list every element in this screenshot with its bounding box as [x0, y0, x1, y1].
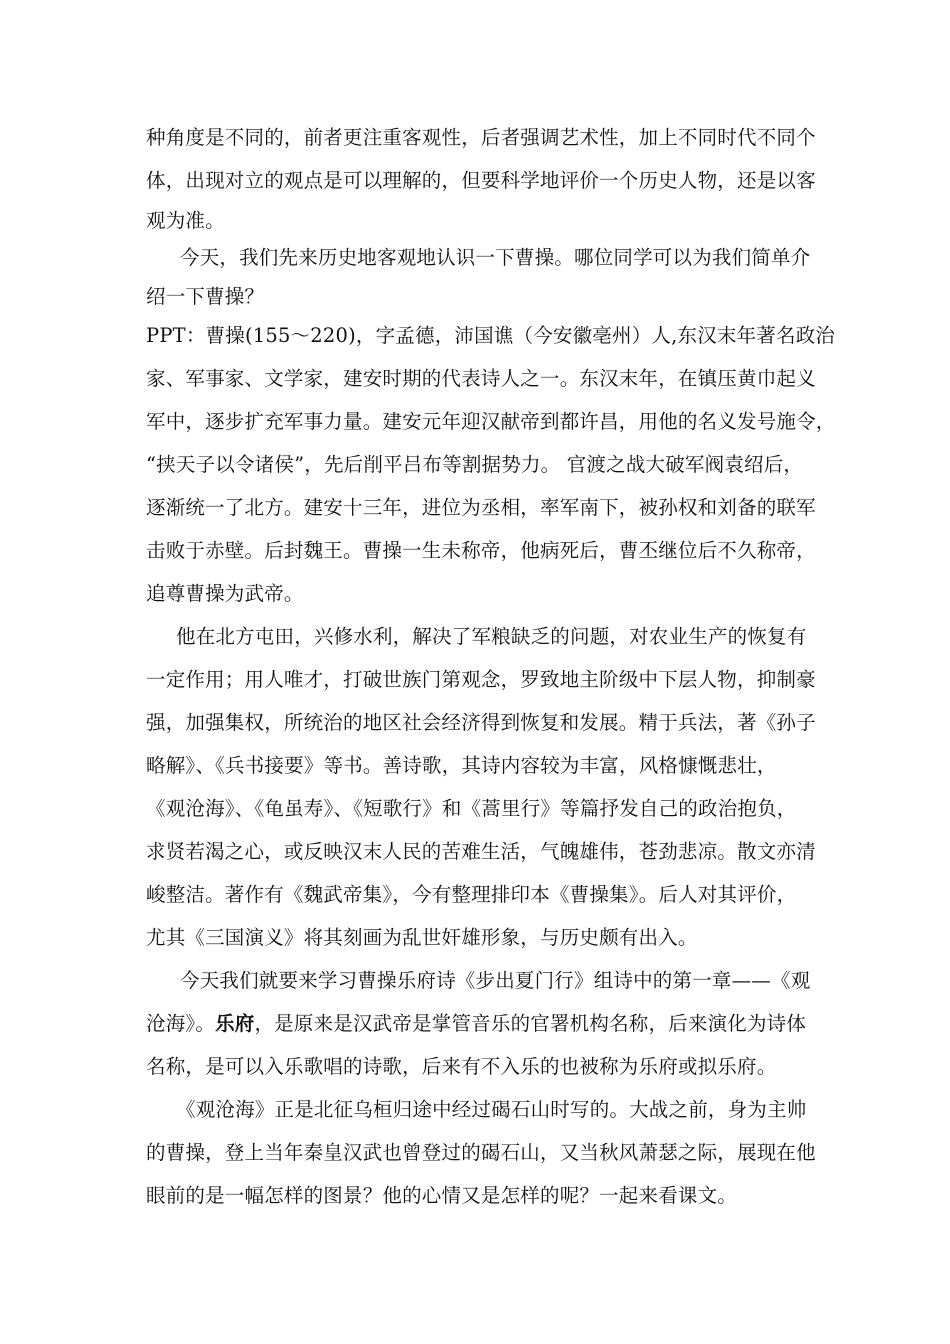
text-line: 击败于赤壁。后封魏王。曹操一生未称帝，他病死后，曹丕继位后不久称帝， [146, 539, 816, 562]
text-line: PPT：曹操(155～220)，字孟德，沛国谯（今安徽亳州）人,东汉末年著名政治 [146, 324, 836, 347]
text-line: 体，出现对立的观点是可以理解的，但要科学地评价一个历史人物，还是以客 [146, 169, 816, 192]
text-line: 峻整洁。著作有《魏武帝集》，今有整理排印本《曹操集》。后人对其评价， [146, 883, 797, 906]
text-fragment: ，是原来是汉武帝是掌管音乐的官署机构名称，后来演化为诗体 [254, 1012, 807, 1035]
text-line: 求贤若渴之心，或反映汉末人民的苦难生活，气魄雄伟，苍劲悲凉。散文亦清 [146, 840, 816, 863]
text-line: 强，加强集权，所统治的地区社会经济得到恢复和发展。精于兵法，著《孙子 [146, 711, 816, 734]
text-line: “挟天子以令诸侯”，先后削平吕布等割据势力。 官渡之战大破军阀袁绍后， [146, 453, 804, 476]
text-line: 绍一下曹操？ [146, 285, 265, 308]
text-line: 眼前的是一幅怎样的图景？他的心情又是怎样的呢？一起来看课文。 [146, 1184, 738, 1207]
text-line: 今天，我们先来历史地客观地认识一下曹操。哪位同学可以为我们简单介 [180, 246, 811, 269]
text-line: 尤其《三国演义》将其刻画为乱世奸雄形象，与历史颇有出入。 [146, 926, 698, 949]
text-line: 今天我们就要来学习曹操乐府诗《步出夏门行》组诗中的第一章——《观 [180, 969, 811, 992]
text-line: 《观沧海》正是北征乌桓归途中经过碣石山时写的。大战之前，身为主帅 [176, 1098, 807, 1121]
text-line [146, 1012, 806, 1036]
text-line: 他在北方屯田，兴修水利，解决了军粮缺乏的问题，对农业生产的恢复有 [176, 625, 807, 648]
text-line: 的曹操，登上当年秦皇汉武也曾登过的碣石山，又当秋风萧瑟之际，展现在他 [146, 1141, 816, 1164]
term-yuefu: 乐府 [215, 1012, 255, 1035]
text-line: 逐渐统一了北方。建安十三年，进位为丞相，率军南下，被孙权和刘备的联军 [146, 496, 816, 519]
text-line: 《观沧海》、《龟虽寿》、《短歌行》和《蒿里行》等篇抒发自己的政治抱负， [146, 797, 797, 820]
text-line: 观为准。 [146, 209, 225, 232]
text-line: 军中，逐步扩充军事力量。建安元年迎汉献帝到都许昌，用他的名义发号施令， [146, 410, 836, 433]
text-line: 家、军事家、文学家，建安时期的代表诗人之一。东汉末年，在镇压黄巾起义 [146, 367, 816, 390]
text-line: 一定作用；用人唯才，打破世族门第观念，罗致地主阶级中下层人物，抑制豪 [146, 668, 816, 691]
text-fragment: 沧海》。 [146, 1012, 216, 1035]
text-line: 种角度是不同的，前者更注重客观性，后者强调艺术性，加上不同时代不同个 [146, 126, 816, 149]
text-line: 略解》、《兵书接要》等书。善诗歌，其诗内容较为丰富，风格慷慨悲壮， [146, 754, 777, 777]
text-line: 追尊曹操为武帝。 [146, 582, 304, 605]
text-line: 名称，是可以入乐歌唱的诗歌，后来有不入乐的也被称为乐府或拟乐府。 [146, 1055, 777, 1078]
